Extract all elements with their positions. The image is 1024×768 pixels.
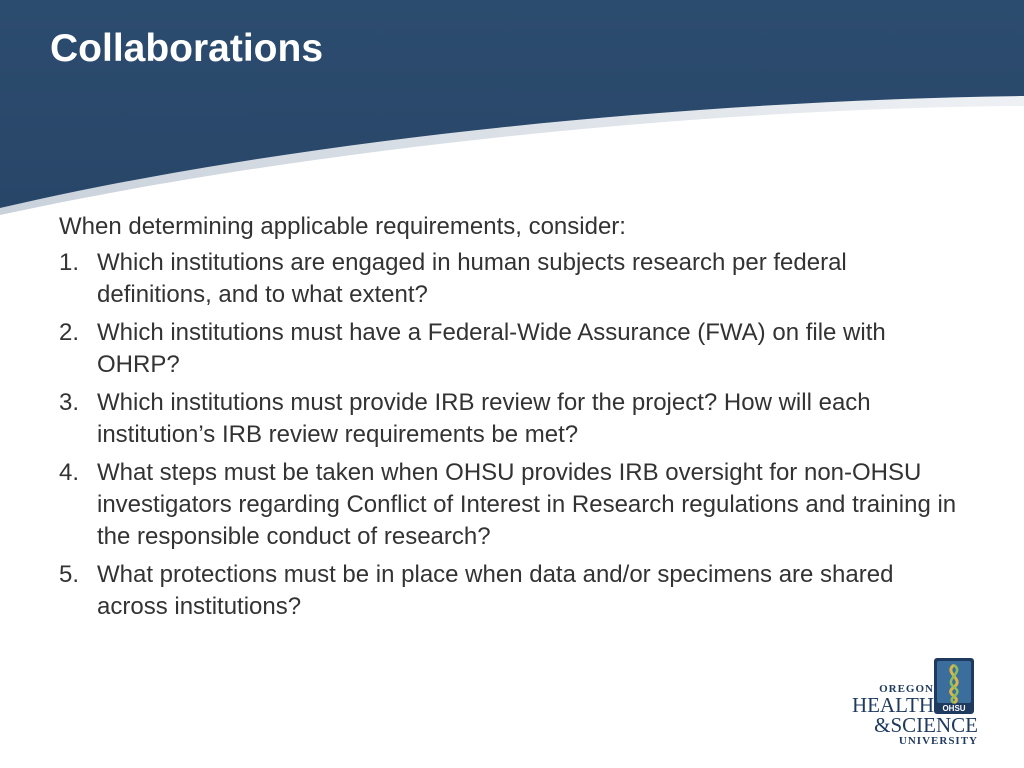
emblem-label: OHSU xyxy=(942,704,966,713)
list-item-text: Which institutions must have a Federal-Wide Assurance (FWA) on file with OHRP? xyxy=(97,319,886,378)
list-item xyxy=(59,317,964,381)
list-item xyxy=(59,387,964,451)
slide-title: Collaborations xyxy=(50,27,324,70)
logo-wordmark xyxy=(852,683,978,747)
ohsu-logo xyxy=(840,655,980,750)
logo-line-science: &SCIENCE xyxy=(874,713,978,737)
list-item-number: 3. xyxy=(59,389,80,416)
logo-line-health: HEALTH xyxy=(851,693,934,717)
list-item xyxy=(59,559,964,623)
list-item xyxy=(59,247,964,311)
slide-body xyxy=(59,211,964,629)
list-item-text: Which institutions are engaged in human subjects research per federal definitions, and to what extent? xyxy=(97,249,847,308)
intro-text: When determining applicable requirements, consider: xyxy=(59,213,626,240)
list-item-text: What protections must be in place when data and/or specimens are shared across institutions? xyxy=(97,561,894,620)
list-item-number: 4. xyxy=(59,459,80,486)
logo-line-university: UNIVERSITY xyxy=(898,735,978,747)
list-item-number: 2. xyxy=(59,319,80,346)
list-item-text: What steps must be taken when OHSU provides IRB oversight for non-OHSU investigators regarding Conflict of Interest in Research regulations and training in the responsible conduct of research? xyxy=(97,459,957,550)
logo-line-oregon: OREGON xyxy=(879,683,934,695)
list-item xyxy=(59,457,964,553)
list-item-text: Which institutions must provide IRB review for the project? How will each institution’s IRB review requirements be met? xyxy=(97,389,871,448)
numbered-list xyxy=(59,247,964,623)
list-item-number: 1. xyxy=(59,249,80,276)
list-item-number: 5. xyxy=(59,561,80,588)
